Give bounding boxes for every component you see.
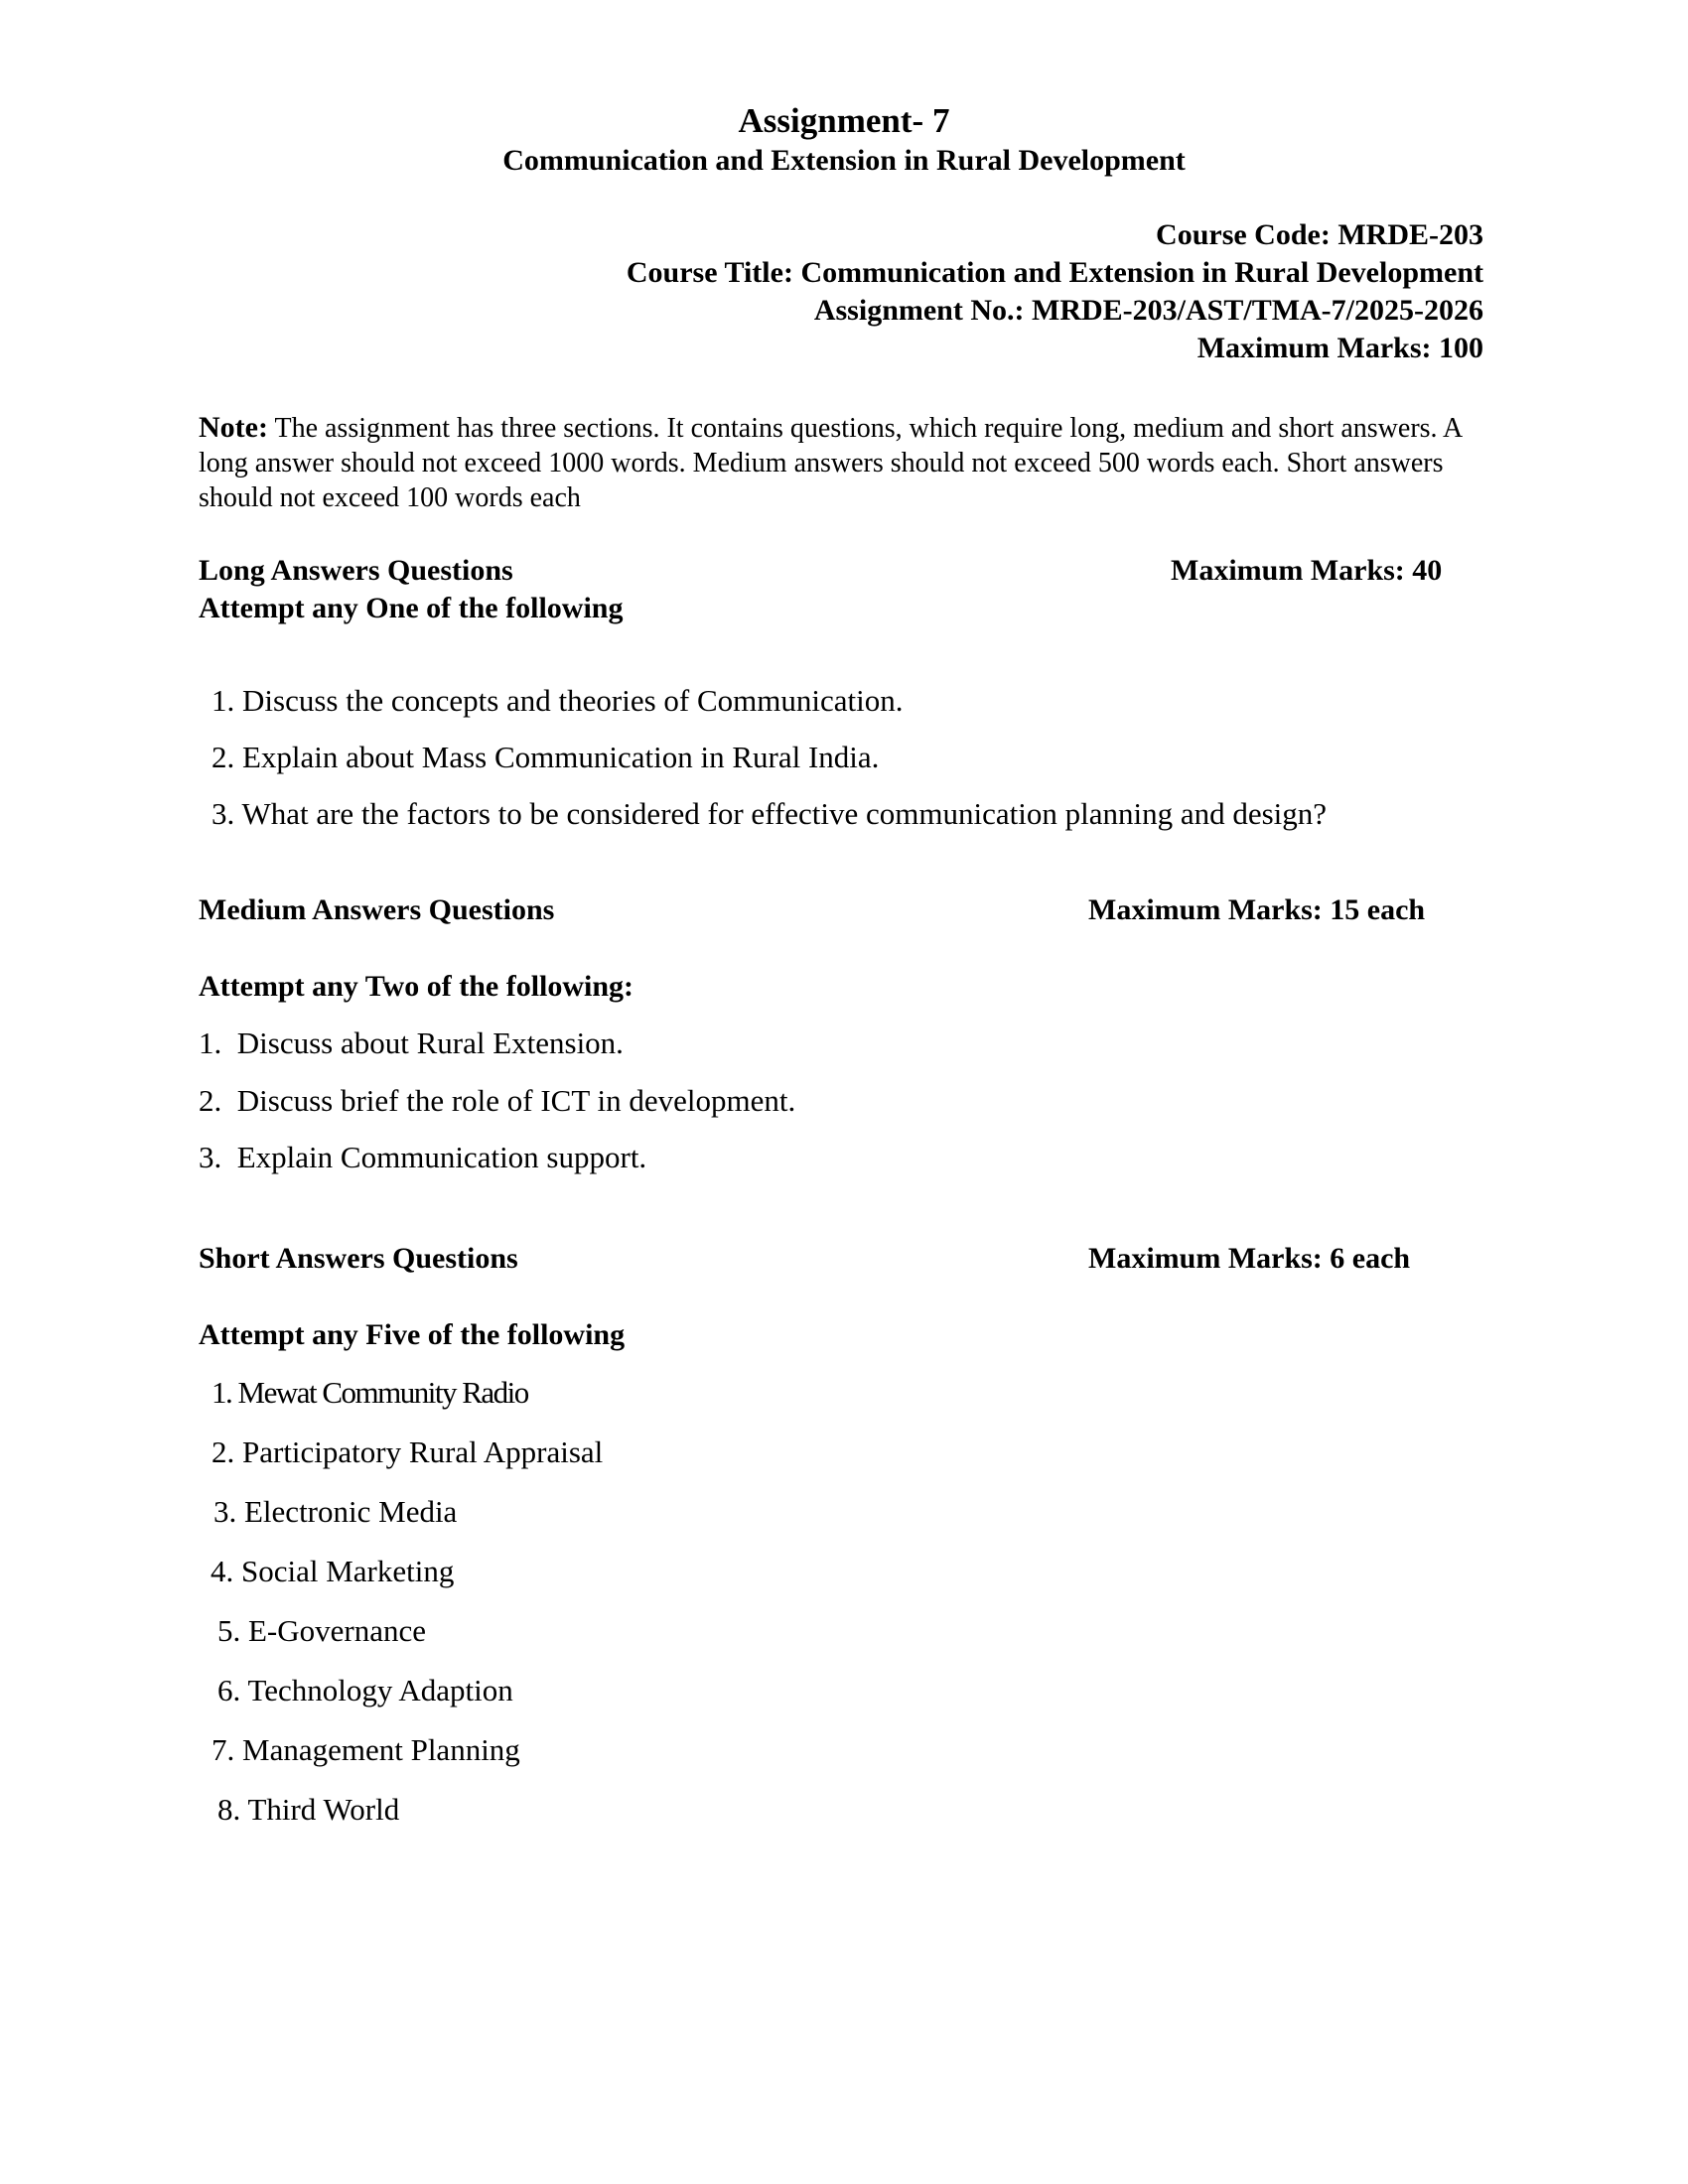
short-question-5: 5. E-Governance (217, 1613, 427, 1648)
short-section-instruction: Attempt any Five of the following (199, 1318, 626, 1351)
course-title: Course Title: Communication and Extension in Rural Development (626, 256, 1483, 289)
long-question-2: 2. Explain about Mass Communication in Rural India. (211, 740, 880, 774)
long-question-3: 3. What are the factors to be considered for effective communication planning and design? (211, 796, 1328, 831)
short-question-4: 4. Social Marketing (211, 1554, 455, 1588)
long-section-instruction: Attempt any One of the following (199, 592, 624, 624)
short-question-6: 6. Technology Adaption (217, 1673, 513, 1707)
long-section-heading: Long Answers Questions (199, 554, 513, 587)
short-question-8: 8. Third World (217, 1792, 400, 1827)
long-question-1: 1. Discuss the concepts and theories of Communication. (211, 683, 904, 718)
note-label: Note: (199, 411, 268, 444)
assignment-title: Assignment- 7 (738, 101, 950, 140)
maximum-marks-total: Maximum Marks: 100 (1196, 332, 1483, 364)
note-text: The assignment has three sections. It contains questions, which require long, medium and short answers. A long answer should not exceed 1000 words. Medium answers should not exceed 500 words each. Short answers should not exceed 100 words each (199, 413, 1462, 513)
short-section-heading: Short Answers Questions (199, 1242, 518, 1275)
assignment-subtitle: Communication and Extension in Rural Development (502, 144, 1186, 177)
short-question-3: 3. Electronic Media (213, 1494, 458, 1529)
note-paragraph (199, 410, 1489, 515)
short-question-1: 1. Mewat Community Radio (211, 1375, 528, 1410)
course-code: Course Code: MRDE-203 (1156, 218, 1483, 251)
assignment-number: Assignment No.: MRDE-203/AST/TMA-7/2025-2026 (813, 294, 1483, 327)
medium-section-marks: Maximum Marks: 15 each (1088, 893, 1426, 926)
short-question-7: 7. Management Planning (211, 1732, 520, 1767)
short-question-2: 2. Participatory Rural Appraisal (211, 1434, 604, 1469)
long-section-marks: Maximum Marks: 40 (1171, 554, 1443, 587)
medium-question-3: 3. Explain Communication support. (199, 1140, 647, 1174)
medium-section-heading: Medium Answers Questions (199, 893, 555, 926)
medium-section-instruction: Attempt any Two of the following: (199, 970, 634, 1003)
short-section-marks: Maximum Marks: 6 each (1088, 1242, 1411, 1275)
medium-question-1: 1. Discuss about Rural Extension. (199, 1025, 624, 1060)
medium-question-2: 2. Discuss brief the role of ICT in development. (199, 1083, 796, 1118)
